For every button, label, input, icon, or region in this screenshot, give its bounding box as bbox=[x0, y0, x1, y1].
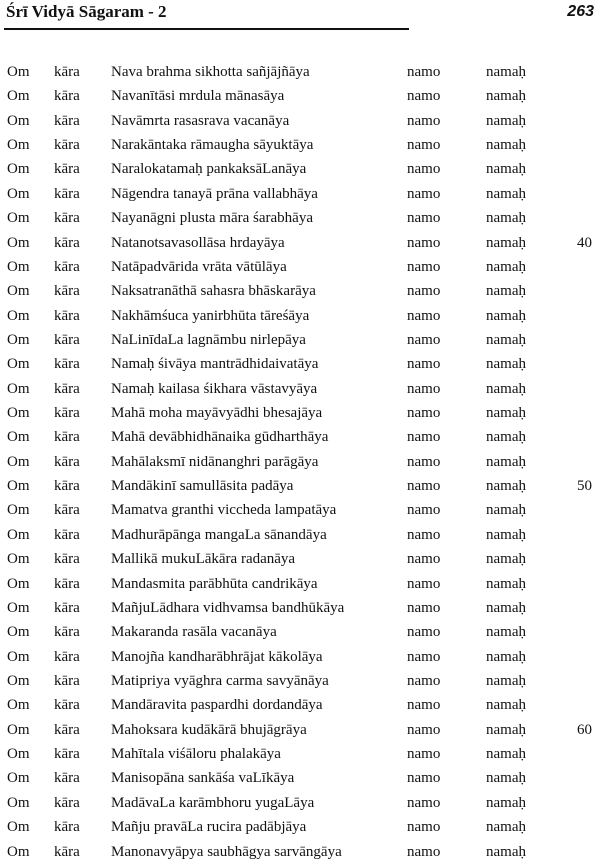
kara-word: kāra bbox=[54, 551, 80, 568]
kara-word: kāra bbox=[54, 356, 80, 373]
namo-word: namo bbox=[407, 478, 441, 495]
verse-row bbox=[0, 255, 600, 279]
om-syllable: Om bbox=[7, 161, 30, 178]
verse-row bbox=[0, 791, 600, 815]
namo-word: namo bbox=[407, 648, 441, 665]
kara-word: kāra bbox=[54, 112, 80, 129]
verse-name: Madhurāpānga mangaLa sānandāya bbox=[111, 526, 327, 543]
om-syllable: Om bbox=[7, 819, 30, 836]
om-syllable: Om bbox=[7, 624, 30, 641]
kara-word: kāra bbox=[54, 380, 80, 397]
verse-row bbox=[0, 304, 600, 328]
om-syllable: Om bbox=[7, 137, 30, 154]
kara-word: kāra bbox=[54, 478, 80, 495]
kara-word: kāra bbox=[54, 746, 80, 763]
verse-name: Mahā devābhidhānaika gūdharthāya bbox=[111, 429, 329, 446]
namah-word: namaḥ bbox=[486, 624, 526, 641]
namo-word: namo bbox=[407, 526, 441, 543]
kara-word: kāra bbox=[54, 64, 80, 80]
verse-row bbox=[0, 766, 600, 790]
page-number: 263 bbox=[567, 3, 594, 20]
namo-word: namo bbox=[407, 599, 441, 616]
namo-word: namo bbox=[407, 258, 441, 275]
kara-word: kāra bbox=[54, 185, 80, 202]
namo-word: namo bbox=[407, 575, 441, 592]
namo-word: namo bbox=[407, 112, 441, 129]
kara-word: kāra bbox=[54, 331, 80, 348]
verse-row bbox=[0, 352, 600, 376]
verse-list bbox=[0, 60, 600, 864]
om-syllable: Om bbox=[7, 721, 30, 738]
verse-name: Mahoksara kudākārā bhujāgrāya bbox=[111, 721, 307, 738]
namah-word: namaḥ bbox=[486, 551, 526, 568]
om-syllable: Om bbox=[7, 478, 30, 495]
om-syllable: Om bbox=[7, 648, 30, 665]
verse-row bbox=[0, 182, 600, 206]
verse-row bbox=[0, 620, 600, 644]
kara-word: kāra bbox=[54, 794, 80, 811]
verse-name: Mallikā mukuLākāra radanāya bbox=[111, 551, 296, 568]
kara-word: kāra bbox=[54, 453, 80, 470]
verse-name: Naralokatamaḥ pankaksāLanāya bbox=[111, 161, 307, 178]
om-syllable: Om bbox=[7, 672, 30, 689]
kara-word: kāra bbox=[54, 283, 80, 300]
verse-row bbox=[0, 157, 600, 181]
om-syllable: Om bbox=[7, 234, 30, 251]
verse-name: Mamatva granthi viccheda lampatāya bbox=[111, 502, 337, 519]
om-syllable: Om bbox=[7, 526, 30, 543]
verse-name: Mahītala viśāloru phalakāya bbox=[111, 746, 281, 763]
verse-name: Navāmrta rasasrava vacanāya bbox=[111, 112, 290, 129]
verse-row bbox=[0, 572, 600, 596]
kara-word: kāra bbox=[54, 526, 80, 543]
namah-word: namaḥ bbox=[486, 137, 526, 154]
om-syllable: Om bbox=[7, 64, 30, 80]
page-header bbox=[0, 0, 600, 30]
namah-word: namaḥ bbox=[486, 331, 526, 348]
kara-word: kāra bbox=[54, 599, 80, 616]
kara-word: kāra bbox=[54, 210, 80, 227]
namah-word: namaḥ bbox=[486, 283, 526, 300]
kara-word: kāra bbox=[54, 721, 80, 738]
namo-word: namo bbox=[407, 380, 441, 397]
namo-word: namo bbox=[407, 405, 441, 422]
verse-name: Mahālaksmī nidānanghri parāgāya bbox=[111, 453, 319, 470]
namo-word: namo bbox=[407, 185, 441, 202]
namah-word: namaḥ bbox=[486, 599, 526, 616]
om-syllable: Om bbox=[7, 502, 30, 519]
namah-word: namaḥ bbox=[486, 672, 526, 689]
namah-word: namaḥ bbox=[486, 234, 526, 251]
om-syllable: Om bbox=[7, 429, 30, 446]
namo-word: namo bbox=[407, 331, 441, 348]
verse-row bbox=[0, 450, 600, 474]
namo-word: namo bbox=[407, 770, 441, 787]
verse-name: Mandasmita parābhūta candrikāya bbox=[111, 575, 318, 592]
namah-word: namaḥ bbox=[486, 575, 526, 592]
verse-name: Mañju pravāLa rucira padābjāya bbox=[111, 819, 307, 836]
verse-name: MadāvaLa karāmbhoru yugaLāya bbox=[111, 794, 315, 811]
namah-word: namaḥ bbox=[486, 526, 526, 543]
verse-row bbox=[0, 133, 600, 157]
verse-row bbox=[0, 84, 600, 108]
verse-number: 50 bbox=[577, 478, 592, 495]
om-syllable: Om bbox=[7, 697, 30, 714]
verse-name: MañjuLādhara vidhvamsa bandhūkāya bbox=[111, 599, 345, 616]
verse-row bbox=[0, 401, 600, 425]
verse-name: Nāgendra tanayā prāna vallabhāya bbox=[111, 185, 318, 202]
verse-name: Mahā moha mayāvyādhi bhesajāya bbox=[111, 405, 323, 422]
namo-word: namo bbox=[407, 88, 441, 105]
kara-word: kāra bbox=[54, 429, 80, 446]
verse-name: Navanītāsi mrdula mānasāya bbox=[111, 88, 285, 105]
om-syllable: Om bbox=[7, 258, 30, 275]
namah-word: namaḥ bbox=[486, 307, 526, 324]
namo-word: namo bbox=[407, 64, 441, 80]
namah-word: namaḥ bbox=[486, 502, 526, 519]
verse-name: Nava brahma sikhotta sañjājñāya bbox=[111, 64, 310, 80]
verse-name: Natāpadvārida vrāta vātūlāya bbox=[111, 258, 287, 275]
namo-word: namo bbox=[407, 502, 441, 519]
namo-word: namo bbox=[407, 672, 441, 689]
verse-name: Manisopāna sankāśa vaLīkāya bbox=[111, 770, 295, 787]
verse-row bbox=[0, 206, 600, 230]
verse-name: Manonavyāpya saubhāgya sarvāngāya bbox=[111, 843, 342, 860]
namah-word: namaḥ bbox=[486, 478, 526, 495]
om-syllable: Om bbox=[7, 307, 30, 324]
namah-word: namaḥ bbox=[486, 380, 526, 397]
namo-word: namo bbox=[407, 819, 441, 836]
verse-row bbox=[0, 498, 600, 522]
verse-row bbox=[0, 547, 600, 571]
verse-row bbox=[0, 328, 600, 352]
om-syllable: Om bbox=[7, 794, 30, 811]
kara-word: kāra bbox=[54, 307, 80, 324]
verse-name: Namaḥ kailasa śikhara vāstavyāya bbox=[111, 380, 318, 397]
verse-row bbox=[0, 60, 600, 84]
verse-row bbox=[0, 596, 600, 620]
verse-name: Mandāravita paspardhi dordandāya bbox=[111, 697, 323, 714]
om-syllable: Om bbox=[7, 283, 30, 300]
namo-word: namo bbox=[407, 429, 441, 446]
verse-row bbox=[0, 523, 600, 547]
namo-word: namo bbox=[407, 794, 441, 811]
namah-word: namaḥ bbox=[486, 819, 526, 836]
namo-word: namo bbox=[407, 624, 441, 641]
namah-word: namaḥ bbox=[486, 64, 526, 80]
verse-name: Namaḥ śivāya mantrādhidaivatāya bbox=[111, 356, 319, 373]
om-syllable: Om bbox=[7, 746, 30, 763]
verse-name: Nayanāgni plusta māra śarabhāya bbox=[111, 210, 313, 227]
kara-word: kāra bbox=[54, 137, 80, 154]
verse-row bbox=[0, 669, 600, 693]
verse-row bbox=[0, 425, 600, 449]
verse-number: 40 bbox=[577, 234, 592, 251]
om-syllable: Om bbox=[7, 551, 30, 568]
namo-word: namo bbox=[407, 234, 441, 251]
verse-row bbox=[0, 279, 600, 303]
namo-word: namo bbox=[407, 161, 441, 178]
namo-word: namo bbox=[407, 137, 441, 154]
verse-name: Nakhāmśuca yanirbhūta tāreśāya bbox=[111, 307, 310, 324]
namah-word: namaḥ bbox=[486, 429, 526, 446]
kara-word: kāra bbox=[54, 672, 80, 689]
header-rule bbox=[4, 28, 409, 30]
running-title: Śrī Vidyā Sāgaram - 2 bbox=[6, 2, 167, 21]
verse-name: Makaranda rasāla vacanāya bbox=[111, 624, 277, 641]
om-syllable: Om bbox=[7, 88, 30, 105]
verse-row bbox=[0, 377, 600, 401]
verse-name: Mandākinī samullāsita padāya bbox=[111, 478, 294, 495]
om-syllable: Om bbox=[7, 210, 30, 227]
namah-word: namaḥ bbox=[486, 356, 526, 373]
namah-word: namaḥ bbox=[486, 258, 526, 275]
kara-word: kāra bbox=[54, 258, 80, 275]
namo-word: namo bbox=[407, 210, 441, 227]
kara-word: kāra bbox=[54, 161, 80, 178]
om-syllable: Om bbox=[7, 185, 30, 202]
namo-word: namo bbox=[407, 283, 441, 300]
kara-word: kāra bbox=[54, 405, 80, 422]
namah-word: namaḥ bbox=[486, 843, 526, 860]
namo-word: namo bbox=[407, 356, 441, 373]
verse-row bbox=[0, 645, 600, 669]
kara-word: kāra bbox=[54, 697, 80, 714]
namah-word: namaḥ bbox=[486, 770, 526, 787]
om-syllable: Om bbox=[7, 356, 30, 373]
namo-word: namo bbox=[407, 453, 441, 470]
namah-word: namaḥ bbox=[486, 210, 526, 227]
verse-name: NaLinīdaLa lagnāmbu nirlepāya bbox=[111, 331, 306, 348]
kara-word: kāra bbox=[54, 843, 80, 860]
om-syllable: Om bbox=[7, 453, 30, 470]
verse-name: Manojña kandharābhrājat kākolāya bbox=[111, 648, 323, 665]
namah-word: namaḥ bbox=[486, 112, 526, 129]
verse-row bbox=[0, 815, 600, 839]
om-syllable: Om bbox=[7, 843, 30, 860]
namo-word: namo bbox=[407, 551, 441, 568]
verse-name: Narakāntaka rāmaugha sāyuktāya bbox=[111, 137, 314, 154]
namah-word: namaḥ bbox=[486, 746, 526, 763]
verse-row bbox=[0, 840, 600, 864]
namah-word: namaḥ bbox=[486, 88, 526, 105]
om-syllable: Om bbox=[7, 380, 30, 397]
om-syllable: Om bbox=[7, 599, 30, 616]
verse-name: Matipriya vyāghra carma savyānāya bbox=[111, 672, 329, 689]
verse-row bbox=[0, 109, 600, 133]
namah-word: namaḥ bbox=[486, 161, 526, 178]
verse-name: Naksatranāthā sahasra bhāskarāya bbox=[111, 283, 316, 300]
kara-word: kāra bbox=[54, 770, 80, 787]
verse-name: Natanotsavasollāsa hrdayāya bbox=[111, 234, 285, 251]
namo-word: namo bbox=[407, 843, 441, 860]
om-syllable: Om bbox=[7, 112, 30, 129]
namo-word: namo bbox=[407, 697, 441, 714]
om-syllable: Om bbox=[7, 575, 30, 592]
kara-word: kāra bbox=[54, 819, 80, 836]
namo-word: namo bbox=[407, 307, 441, 324]
namah-word: namaḥ bbox=[486, 453, 526, 470]
namah-word: namaḥ bbox=[486, 794, 526, 811]
kara-word: kāra bbox=[54, 648, 80, 665]
namo-word: namo bbox=[407, 746, 441, 763]
kara-word: kāra bbox=[54, 575, 80, 592]
verse-row bbox=[0, 231, 600, 255]
om-syllable: Om bbox=[7, 405, 30, 422]
namah-word: namaḥ bbox=[486, 697, 526, 714]
namah-word: namaḥ bbox=[486, 721, 526, 738]
namo-word: namo bbox=[407, 721, 441, 738]
om-syllable: Om bbox=[7, 331, 30, 348]
namah-word: namaḥ bbox=[486, 648, 526, 665]
kara-word: kāra bbox=[54, 88, 80, 105]
verse-row bbox=[0, 474, 600, 498]
kara-word: kāra bbox=[54, 234, 80, 251]
verse-row bbox=[0, 742, 600, 766]
om-syllable: Om bbox=[7, 770, 30, 787]
namah-word: namaḥ bbox=[486, 185, 526, 202]
namah-word: namaḥ bbox=[486, 405, 526, 422]
verse-number: 60 bbox=[577, 721, 592, 738]
kara-word: kāra bbox=[54, 502, 80, 519]
verse-row bbox=[0, 693, 600, 717]
kara-word: kāra bbox=[54, 624, 80, 641]
verse-row bbox=[0, 718, 600, 742]
